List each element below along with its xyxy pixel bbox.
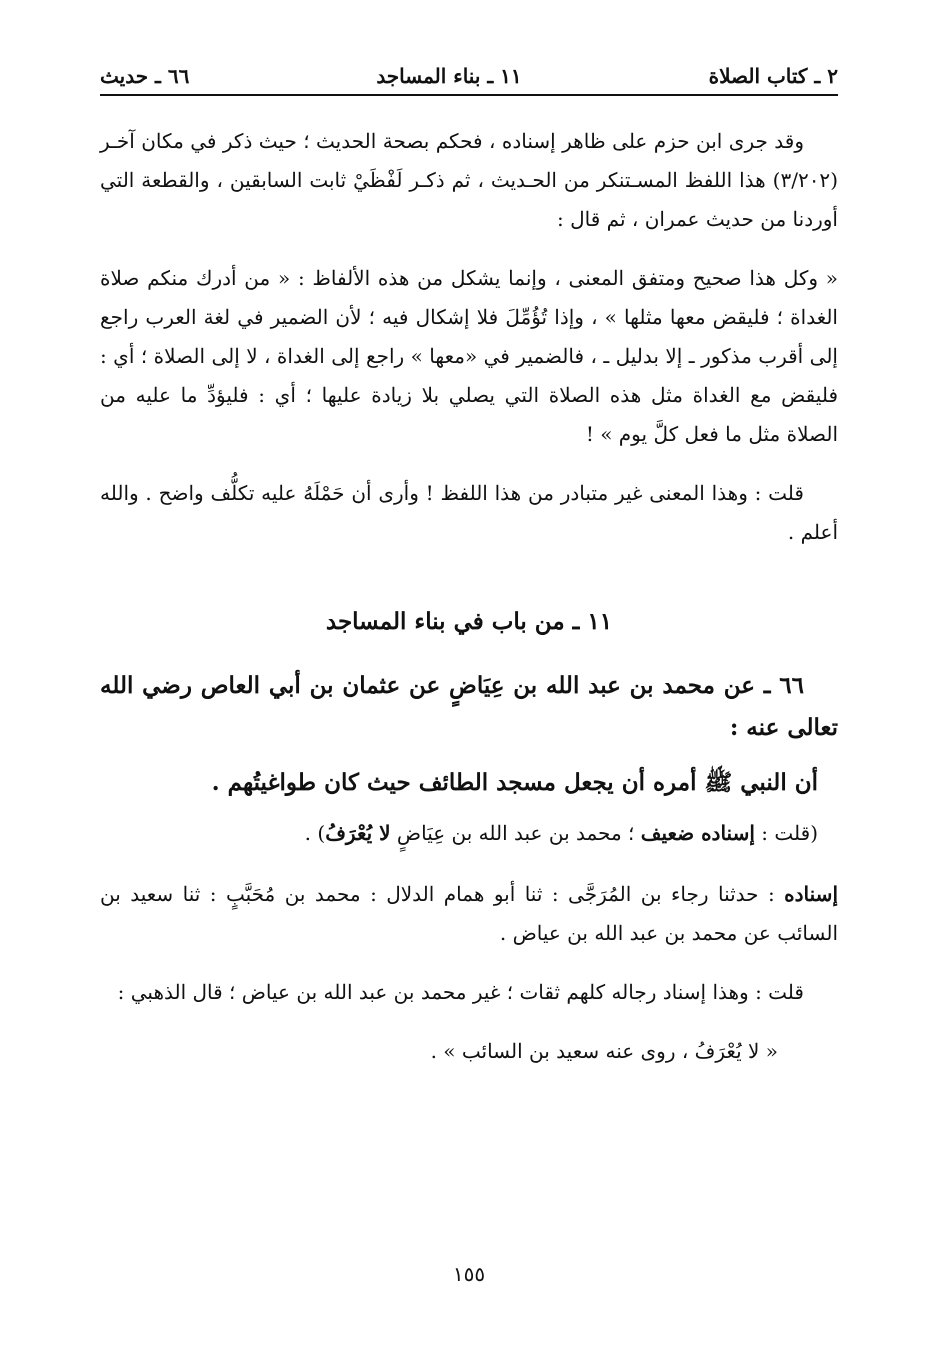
verdict-open: (قلت : xyxy=(754,821,818,845)
verdict-weak: إسناده ضعيف xyxy=(640,821,755,845)
header-book-title: ٢ ـ كتاب الصلاة xyxy=(708,64,838,88)
header-chapter-title: ١١ ـ بناء المساجد xyxy=(376,64,522,88)
verdict-mid: ؛ محمد بن عبد الله بن عِيَاضٍ xyxy=(390,821,641,845)
verdict-close: ) . xyxy=(304,821,326,845)
dhahabi-quote: « لا يُعْرَفُ ، روى عنه سعيد بن السائب » . xyxy=(430,1039,778,1063)
page-number: ١٥٥ xyxy=(452,1262,486,1286)
isnad-text: : حدثنا رجاء بن المُرَجَّى : ثنا أبو همام الدلال : محمد بن مُحَبَّبٍ : ثنا سعيد بن السائب عن محمد بن عبد الله بن عياض . xyxy=(100,882,838,945)
section-title: ١١ ـ من باب في بناء المساجد xyxy=(325,608,613,635)
verdict-unknown: لا يُعْرَفُ xyxy=(325,821,391,845)
hadith-verdict xyxy=(100,814,838,853)
isnad-label: إسناده xyxy=(784,882,838,906)
paragraph-author-comment: قلت : وهذا المعنى غير متبادر من هذا اللفظ ! وأرى أن حَمْلَهُ عليه تكلُّف واضح . والله أعلم . xyxy=(100,481,838,544)
comment-paragraph: قلت : وهذا إسناد رجاله كلهم ثقات ؛ غير محمد بن عبد الله بن عياض ؛ قال الذهبي : xyxy=(117,980,804,1004)
paragraph-quote-ibn-hazm: « وكل هذا صحيح ومتفق المعنى ، وإنما يشكل من هذه الألفاظ : « من أدرك منكم صلاة الغداة ؛ فليقض معها مثلها » ، وإذا تُؤُمِّلَ فلا إشكال فيه ؛ لأن الضمير في لغة العرب راجع إلى أقرب مذكور ـ إلا بدليل ـ ، فالضمير في «معها » راجع إلى الغداة ، لا إلى الصلاة ؛ أي : فليقض مع الغداة مثل هذه الصلاة التي يصلي بلا زيادة عليها ؛ أي : فليؤدِّ ما عليه من الصلاة مثل ما فعل كلَّ يوم » ! xyxy=(100,266,838,446)
hadith-text: أن النبي ﷺ أمره أن يجعل مسجد الطائف حيث كان طواغيتُهم . xyxy=(211,769,818,796)
page-body xyxy=(100,122,838,1091)
running-header xyxy=(100,58,838,94)
header-hadith-number: ٦٦ ـ حديث xyxy=(100,64,190,88)
paragraph-ibn-hazm: وقد جرى ابن حزم على ظاهر إسناده ، فحكم بصحة الحديث ؛ حيث ذكر في مكان آخـر (٣/٢٠٢) هذا اللفظ المسـتنكر من الحـديث ، ثم ذكـر لَفْظَيْ ثابت السابقين ، والقطعة التي أوردنا من حديث عمران ، ثم قال : xyxy=(100,129,838,231)
isnad-paragraph xyxy=(100,875,838,953)
header-rule xyxy=(100,94,838,96)
hadith-chain: ٦٦ ـ عن محمد بن عبد الله بن عِيَاضٍ عن عثمان بن أبي العاص رضي الله تعالى عنه : xyxy=(100,672,838,741)
